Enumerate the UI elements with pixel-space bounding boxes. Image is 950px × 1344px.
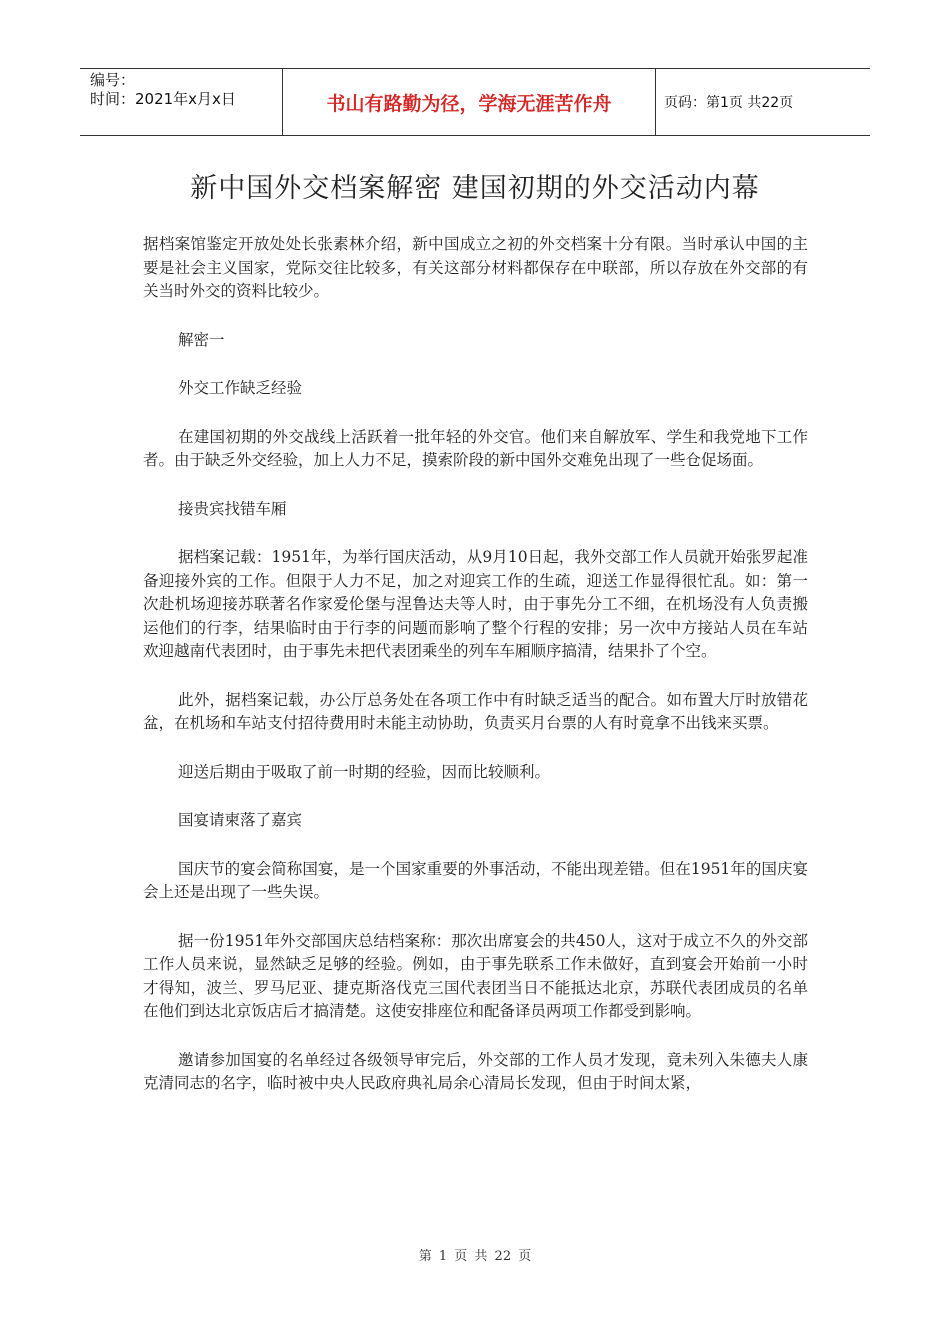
document-number-label: 编号： [90, 71, 136, 89]
intro-paragraph: 据档案馆鉴定开放处处长张素林介绍，新中国成立之初的外交档案十分有限。当时承认中国的主要是社会主义国家，党际交往比较多，有关这部分材料都保存在中联部，所以存放在外交部的有关当时外交的资料比较少。 [143, 235, 808, 300]
section-subheading: 国宴请柬落了嘉宾 [178, 811, 303, 829]
header-table [80, 68, 870, 136]
section-subheading: 外交工作缺乏经验 [178, 379, 303, 397]
page-info-cell [656, 69, 870, 135]
page-info: 页码：第1页 共22页 [664, 95, 794, 111]
body-paragraph: 此外，据档案记载，办公厅总务处在各项工作中有时缺乏适当的配合。如布置大厅时放错花盆，在机场和车站支付招待费用时未能主动协助，负责买月台票的人有时竟拿不出钱来买票。 [143, 690, 808, 732]
header-meta-cell [80, 69, 283, 135]
body-paragraph: 在建国初期的外交战线上活跃着一批年轻的外交官。他们来自解放军、学生和我党地下工作者。由于缺乏外交经验，加上人力不足，摸索阶段的新中国外交难免出现了一些仓促场面。 [143, 427, 808, 469]
body-paragraph: 据一份1951年外交部国庆总结档案称：那次出席宴会的共450人，这对于成立不久的外交部工作人员来说，显然缺乏足够的经验。例如，由于事先联系工作未做好，直到宴会开始前一小时才得知，波兰、罗马尼亚、捷克斯洛伐克三国代表团当日不能抵达北京，苏联代表团成员的名单在他们到达北京饭店后才搞清楚。这使安排座位和配备译员两项工作都受到影响。 [143, 931, 808, 1020]
document-body [143, 233, 808, 1096]
body-paragraph: 国庆节的宴会简称国宴，是一个国家重要的外事活动，不能出现差错。但在1951年的国庆宴会上还是出现了一些失误。 [143, 859, 808, 901]
motto-cell [283, 69, 656, 135]
body-paragraph: 邀请参加国宴的名单经过各级领导审完后，外交部的工作人员才发现，竟未列入朱德夫人康克清同志的名字，临时被中央人民政府典礼局余心清局长发现，但由于时间太紧， [143, 1050, 808, 1092]
page-footer: 第 1 页 共 22 页 [418, 1249, 532, 1264]
motto-text: 书山有路勤为径，学海无涯苦作舟 [326, 92, 612, 115]
document-date: 时间：2021年x月x日 [90, 90, 236, 108]
section-heading: 解密一 [178, 330, 225, 349]
body-paragraph: 据档案记载：1951年，为举行国庆活动，从9月10日起，我外交部工作人员就开始张罗起准备迎接外宾的工作。但限于人力不足，加之对迎宾工作的生疏，迎送工作显得很忙乱。如：第一次赴机场迎接苏联著名作家爱伦堡与涅鲁达夫等人时，由于事先分工不细，在机场没有人负责搬运他们的行李，结果临时由于行李的问题而影响了整个行程的安排；另一次中方接站人员在车站欢迎越南代表团时，由于事先未把代表团乘坐的列车车厢顺序搞清，结果扑了个空。 [143, 548, 808, 660]
section-subheading: 接贵宾找错车厢 [178, 499, 287, 518]
body-paragraph: 迎送后期由于吸取了前一时期的经验，因而比较顺利。 [178, 762, 551, 781]
document-title: 新中国外交档案解密 建国初期的外交活动内幕 [190, 173, 760, 204]
